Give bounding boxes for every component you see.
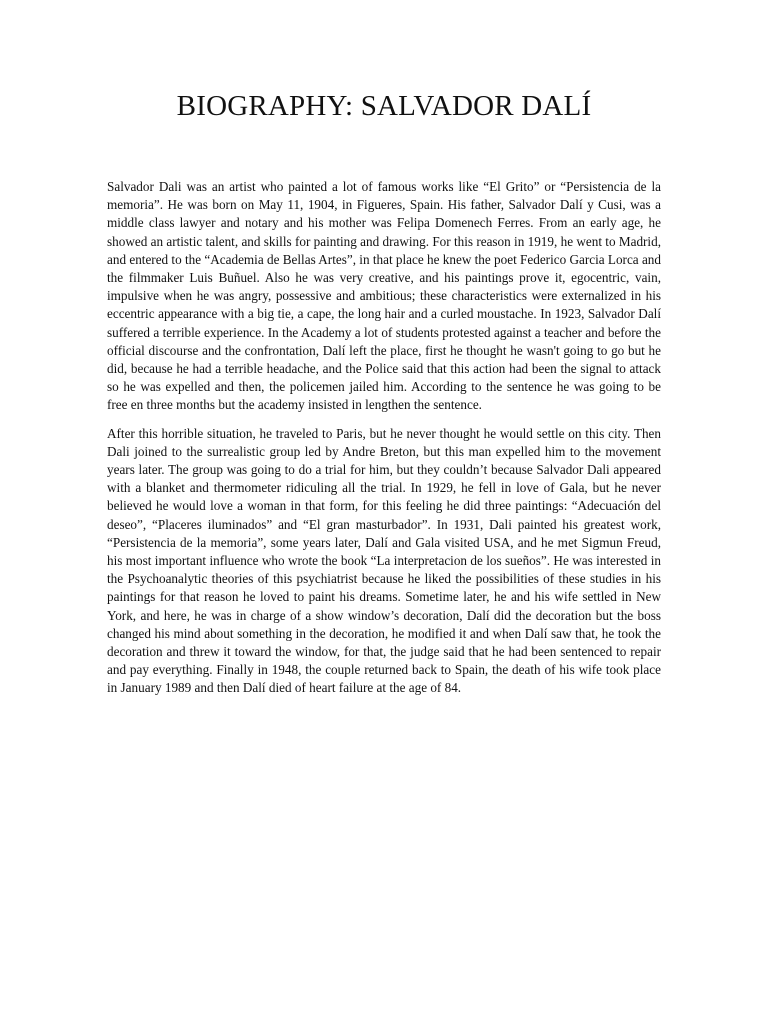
- paragraph-2: After this horrible situation, he traveled to Paris, but he never thought he would settle on this city. Then Dali joined to the surrealistic group led by Andre Breton, but this man expelled him to the movement years later. The group was going to do a trial for him, but they couldn’t because Salvador Dali appeared with a blanket and thermometer ridiculing all the trial. In 1929, he fell in love of Gala, but he never believed he would love a woman in that form, for this feeling he did three paintings: “Adecuación del deseo”, “Placeres iluminados” and “El gran masturbador”. In 1931, Dali painted his greatest work, “Persistencia de la memoria”, some years later, Dalí and Gala visited USA, and he met Sigmun Freud, his most important influence who wrote the book “La interpretacion de los sueños”. He was interested in the Psychoanalytic theories of this psychiatrist because he liked the possibilities of these studies in his paintings for that reason he loved to paint his dreams. Sometime later, he and his wife settled in New York, and here, he was in charge of a show window’s decoration, Dalí did the decoration but the boss changed his mind about something in the decoration, he modified it and when Dalí saw that, he took the decoration and threw it toward the window, for that, the judge said that he had been sentenced to repair and pay everything. Finally in 1948, the couple returned back to Spain, the death of his wife took place in January 1989 and then Dalí died of heart failure at the age of 84.: [107, 425, 661, 696]
- page-title: BIOGRAPHY: SALVADOR DALÍ: [176, 90, 592, 122]
- paragraph-1: Salvador Dali was an artist who painted a lot of famous works like “El Grito” or “Persistencia de la memoria”. He was born on May 11, 1904, in Figueres, Spain. His father, Salvador Dalí y Cusi, was a middle class lawyer and notary and his mother was Felipa Domenech Ferres. From an early age, he showed an artistic talent, and skills for painting and drawing. For this reason in 1919, he went to Madrid, and entered to the “Academia de Bellas Artes”, in that place he knew the poet Federico Garcia Lorca and the filmmaker Luis Buñuel. Also he was very creative, and his paintings prove it, egocentric, vain, impulsive when he was angry, possessive and ambitious; these characteristics were externalized in his eccentric appearance with a big tie, a cape, the long hair and a curled moustache. In 1923, Salvador Dalí suffered a terrible experience. In the Academy a lot of students protested against a teacher and before the official discourse and the confrontation, Dalí left the place, first he thought he wasn't going to go but he did, because he had a terrible headache, and the Police said that this action had been the signal to attack so he was expelled and then, the policemen jailed him. According to the sentence he was going to be free en three months but the academy insisted in lengthen the sentence.: [107, 179, 661, 413]
- document-body: [107, 178, 661, 708]
